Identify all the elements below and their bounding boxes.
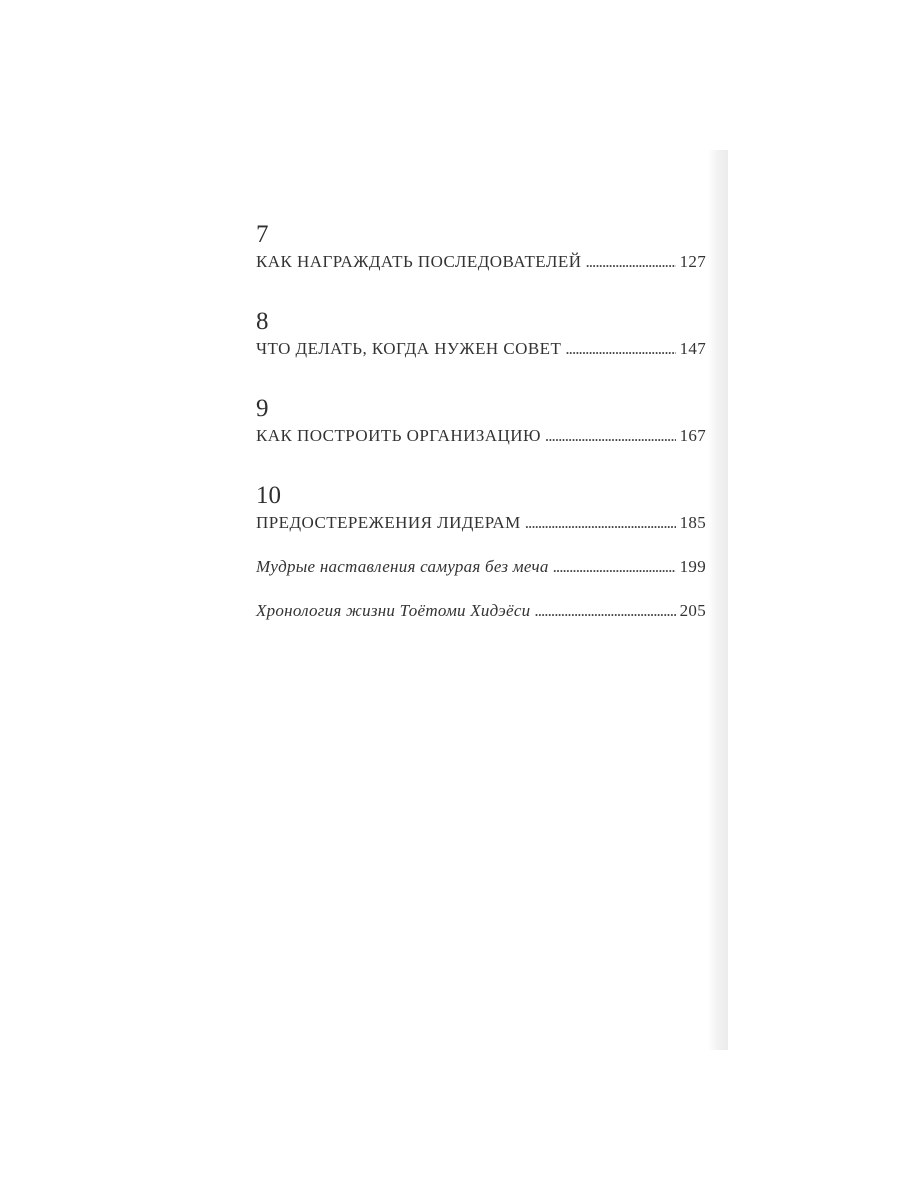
toc-chapter-7 [256, 222, 706, 274]
chapter-title: ЧТО ДЕЛАТЬ, КОГДА НУЖЕН СОВЕТ [256, 339, 562, 358]
page-number: 147 [679, 339, 706, 358]
dot-leader [525, 511, 676, 535]
chapter-title: ПРЕДОСТЕРЕЖЕНИЯ ЛИДЕРАМ [256, 513, 521, 532]
chapter-number: 7 [256, 221, 269, 248]
appendix-title: Мудрые наставления самурая без меча [256, 557, 549, 576]
dot-leader [534, 599, 675, 623]
page-number: 167 [679, 426, 706, 445]
toc-chapter-10 [256, 483, 706, 535]
page-number: 199 [679, 557, 706, 576]
toc-entry [256, 424, 706, 448]
dot-leader [565, 337, 675, 361]
toc-appendix-2 [256, 599, 706, 623]
dot-leader [553, 555, 676, 579]
chapter-number: 9 [256, 395, 269, 422]
toc-entry [256, 599, 706, 623]
toc-appendix-1 [256, 555, 706, 579]
chapter-number: 8 [256, 308, 269, 335]
toc-entry [256, 250, 706, 274]
page-number: 205 [679, 601, 706, 620]
chapter-number: 10 [256, 482, 281, 509]
dot-leader [545, 424, 676, 448]
page-number: 185 [679, 513, 706, 532]
chapter-title: КАК ПОСТРОИТЬ ОРГАНИЗАЦИЮ [256, 426, 541, 445]
appendix-title: Хронология жизни Тоётоми Хидэёси [256, 601, 531, 620]
page-number: 127 [679, 252, 706, 271]
table-of-contents [256, 222, 706, 643]
toc-chapter-8 [256, 309, 706, 361]
page-edge-shadow [708, 150, 728, 1050]
dot-leader [585, 250, 675, 274]
toc-entry [256, 511, 706, 535]
toc-entry [256, 337, 706, 361]
toc-chapter-9 [256, 396, 706, 448]
chapter-title: КАК НАГРАЖДАТЬ ПОСЛЕДОВАТЕЛЕЙ [256, 252, 582, 271]
toc-entry [256, 555, 706, 579]
